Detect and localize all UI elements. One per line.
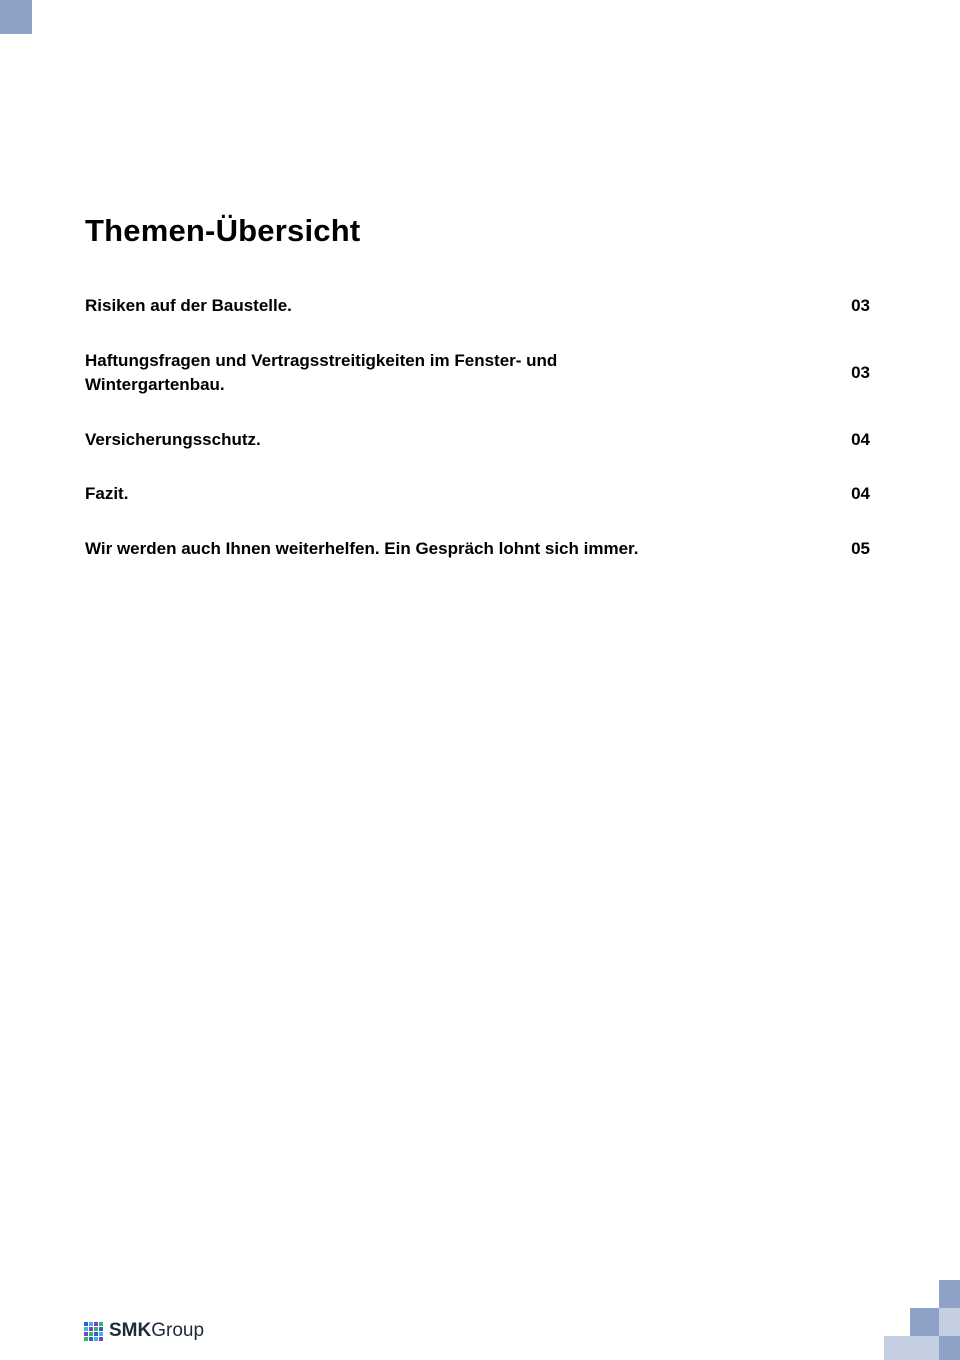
toc-entry[interactable] bbox=[85, 428, 870, 452]
toc-entry-page: 04 bbox=[851, 484, 870, 503]
logo-grid-cell bbox=[94, 1337, 98, 1341]
toc-entry-title: Haftungsfragen und Vertragsstreitigkeiten im Fenster- und Wintergartenbau. bbox=[85, 351, 558, 394]
toc-entry[interactable] bbox=[85, 294, 870, 318]
logo-grid-cell bbox=[84, 1337, 88, 1341]
pattern-square bbox=[910, 1308, 939, 1336]
logo-grid-cell bbox=[99, 1327, 103, 1331]
toc-entry-title: Risiken auf der Baustelle. bbox=[85, 296, 292, 315]
toc-entry-page: 03 bbox=[851, 363, 870, 382]
toc-entry-page: 05 bbox=[851, 539, 870, 558]
logo-grid-cell bbox=[99, 1322, 103, 1326]
logo-grid-cell bbox=[94, 1332, 98, 1336]
pattern-square bbox=[884, 1336, 910, 1360]
corner-decoration-top-left bbox=[0, 0, 32, 34]
pattern-square bbox=[939, 1280, 960, 1308]
toc-entry-title: Fazit. bbox=[85, 484, 129, 503]
toc-entry[interactable] bbox=[85, 349, 870, 397]
pattern-square bbox=[910, 1336, 939, 1360]
toc-entry-page: 04 bbox=[851, 430, 870, 449]
logo-grid-cell bbox=[89, 1332, 93, 1336]
logo-grid-cell bbox=[94, 1322, 98, 1326]
toc-entry[interactable] bbox=[85, 537, 870, 561]
toc-entry-title: Versicherungsschutz. bbox=[85, 430, 261, 449]
logo-text bbox=[109, 1320, 204, 1342]
toc-entry-title: Wir werden auch Ihnen weiterhelfen. Ein Gespräch lohnt sich immer. bbox=[85, 539, 639, 558]
logo-text-strong: SMK bbox=[109, 1320, 152, 1341]
logo-grid-cell bbox=[89, 1322, 93, 1326]
logo-grid-cell bbox=[94, 1327, 98, 1331]
table-of-contents bbox=[85, 0, 870, 1360]
logo-text-light: Group bbox=[151, 1320, 205, 1341]
toc-entry-page: 03 bbox=[851, 296, 870, 315]
logo-grid-icon bbox=[84, 1322, 103, 1341]
pattern-square bbox=[939, 1308, 960, 1336]
logo-grid-cell bbox=[99, 1332, 103, 1336]
logo-grid-cell bbox=[84, 1332, 88, 1336]
logo-grid-cell bbox=[84, 1327, 88, 1331]
smk-group-logo bbox=[84, 1320, 204, 1342]
page-title: Themen-Übersicht bbox=[85, 213, 361, 248]
logo-grid-cell bbox=[89, 1337, 93, 1341]
pattern-square bbox=[939, 1336, 960, 1360]
logo-grid-cell bbox=[89, 1327, 93, 1331]
toc-entry[interactable] bbox=[85, 482, 870, 506]
logo-grid-cell bbox=[84, 1322, 88, 1326]
logo-grid-cell bbox=[99, 1337, 103, 1341]
